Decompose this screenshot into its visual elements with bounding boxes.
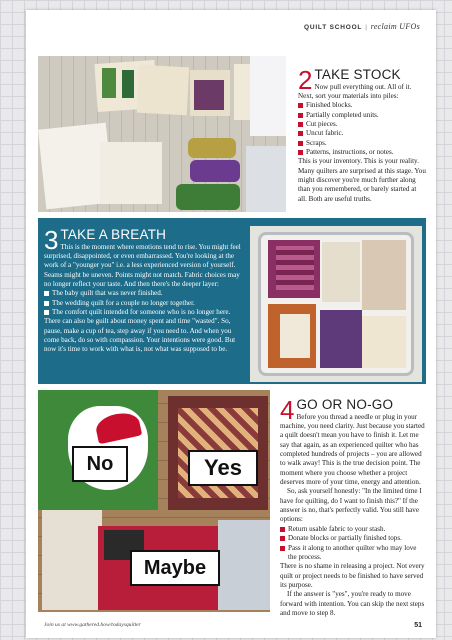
list-item: Cut pieces.	[298, 120, 426, 129]
header-separator: |	[365, 24, 368, 31]
list-item: The wedding quilt for a couple no longer together.	[44, 299, 244, 308]
list-item: Return usable fabric to your stash.	[280, 525, 426, 534]
section-intro: This is the moment where emotions tend to rise. You might feel surprised, disappointed, or even embarrassed. You're looking at the work of a "younger you" i.e. a less experienced version of yourself. Seams might be uneven. Points might not match. Fabric choices may no longer reflect your taste. And then there's the deeper layer:	[44, 242, 241, 288]
sign-no: No	[72, 446, 128, 482]
section-intro: Before you thread a needle or plug in your machine, you need clarity. Just because you started a quilt doesn't mean you have to finish it. Let me say that again, as an experienced quilter who has completed hundreds of projects – you are allowed to walk away! This is the true decision point. The moment where you choose whether a project deserves more of your time, energy and attention.	[280, 412, 425, 487]
page-header	[304, 22, 420, 31]
photo-storage-box	[250, 226, 422, 382]
section-take-a-breath	[44, 225, 244, 355]
section-go-or-no-go	[280, 395, 426, 618]
step-number: 3	[44, 225, 59, 255]
list-item: Patterns, instructions, or notes.	[298, 148, 426, 157]
section-body: There can also be guilt about money spent and time "wasted". So, pause, make a cup of tea, step away if you need to. And when you come back, do so with compassion. Your intentions were good. But now it's time to work with what is, not what was supposed to be.	[44, 317, 236, 354]
step-number: 2	[298, 65, 313, 95]
list-item: Scraps.	[298, 139, 426, 148]
options-list	[280, 525, 426, 562]
section-title: GO OR NO-GO	[296, 397, 394, 412]
sign-yes: Yes	[188, 450, 258, 486]
section-intro: Now pull everything out. All of it. Next, sort your materials into piles:	[298, 82, 412, 100]
section-title: TAKE STOCK	[314, 67, 401, 82]
step-number: 4	[280, 395, 295, 425]
inventory-list	[298, 101, 426, 157]
list-item: Uncut fabric.	[298, 129, 426, 138]
page-number: 51	[414, 622, 422, 629]
header-section: reclaim UFOs	[370, 22, 420, 31]
list-item: Donate blocks or partially finished tops.	[280, 534, 426, 543]
list-item: The comfort quilt intended for someone who is no longer here.	[44, 308, 244, 317]
magazine-page	[26, 10, 436, 638]
list-item: The baby quilt that was never finished.	[44, 289, 244, 298]
footer-link-text: Join us at www.gathered.how/todaysquilter	[44, 622, 141, 628]
section-paragraph: There is no shame in releasing a project. Not every quilt or project needs to be finished to have served its purpose.	[280, 562, 425, 589]
sign-maybe: Maybe	[130, 550, 220, 586]
list-item: Pass it along to another quilter who may love the process.	[280, 544, 426, 563]
emotions-list	[44, 289, 244, 317]
section-title: TAKE A BREATH	[60, 227, 167, 242]
section-paragraph: If the answer is "yes", you're ready to move forward with intention. You can skip the next steps and move to step 8.	[280, 590, 425, 618]
photo-sorted-materials	[38, 56, 286, 212]
list-item: Finished blocks.	[298, 101, 426, 110]
section-take-stock	[298, 65, 426, 204]
list-item: Partially completed units.	[298, 111, 426, 120]
photo-decision-piles	[38, 390, 270, 612]
section-body: This is your inventory. This is your reality. Many quilters are surprised at this stage. You might discover you're much further along than you remembered, or barely started at all. Both are useful truths.	[298, 157, 426, 203]
section-paragraph: So, ask yourself honestly: "In the limited time I have for quilting, do I want to finish this?" If the answer is no, that's perfectly valid. You still have options:	[280, 487, 422, 524]
header-brand: QUILT SCHOOL	[303, 24, 363, 31]
